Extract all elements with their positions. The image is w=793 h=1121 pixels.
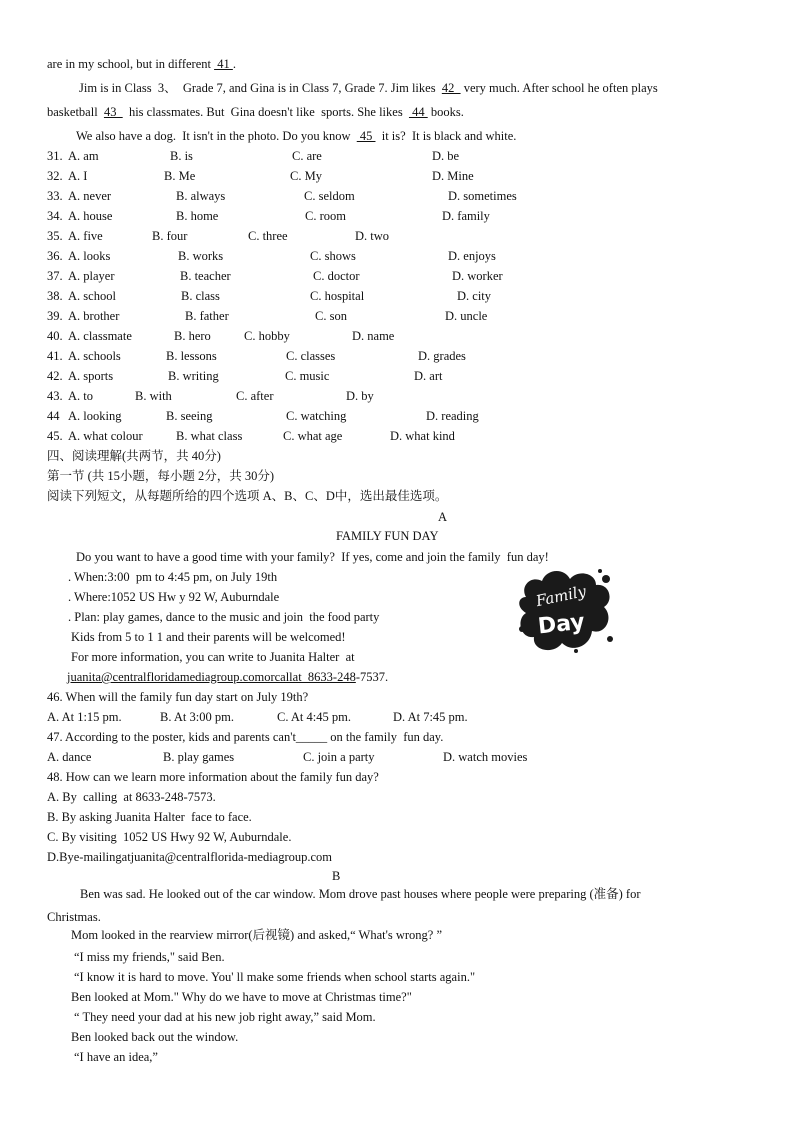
option-b[interactable]: B. Me [164,169,196,183]
question-number: 42. [47,369,63,383]
blank-43: 43 [103,105,123,119]
option-d[interactable]: D. name [352,329,395,343]
q46-option-a[interactable]: A. At 1:15 pm. [47,710,122,724]
option-a[interactable]: A. looking [68,409,122,423]
event-kids: Kids from 5 to 1 1 and their parents will be welcomed! [71,630,346,644]
option-c[interactable]: C. hobby [244,329,290,343]
passage-b-p4: “I know it is hard to move. You' ll make some friends when school starts again." [74,970,476,984]
option-a[interactable]: A. schools [68,349,121,363]
blank-41: 41 [214,57,233,71]
cloze-text: basketball [47,105,104,119]
passage-b-p3: “I miss my friends," said Ben. [74,950,225,964]
option-a[interactable]: A. am [68,149,99,163]
option-d[interactable]: D. what kind [390,429,455,443]
cloze-line-2 [79,80,658,96]
option-b[interactable]: B. lessons [166,349,217,363]
option-a[interactable]: A. sports [68,369,114,383]
cloze-text: his classmates. But Gina doesn't like sports. She likes [122,105,409,119]
option-d[interactable]: D. sometimes [448,189,517,203]
q47-option-c[interactable]: C. join a party [303,750,375,764]
option-b[interactable]: B. with [135,389,172,403]
option-b[interactable]: B. writing [168,369,219,383]
option-c[interactable]: C. music [285,369,330,383]
option-d[interactable]: D. enjoys [448,249,496,263]
cloze-line-4 [76,128,516,144]
event-where: . Where:1052 US Hw y 92 W, Auburndale [68,590,280,604]
section-title: 四、阅读理解(共两节，共 40分) [47,449,221,463]
option-d[interactable]: D. reading [426,409,479,423]
q46-option-d[interactable]: D. At 7:45 pm. [393,710,468,724]
option-c[interactable]: C. three [248,229,288,243]
passage-b-p5: Ben looked at Mom." Why do we have to move at Christmas time?" [71,990,412,1004]
q48-option-d[interactable]: D.Bye-mailingatjuanita@centralflorida-mediagroup.com [47,850,333,864]
family-day-logo-graphic [516,567,614,655]
logo-text-top: Family [534,582,588,611]
option-b[interactable]: B. seeing [166,409,213,423]
option-b[interactable]: B. always [176,189,226,203]
family-day-logo [516,567,614,655]
question-48: 48. How can we learn more information about the family fun day? [47,770,379,784]
option-b[interactable]: B. home [176,209,219,223]
option-c[interactable]: C. watching [286,409,347,423]
cloze-text: Jim is in Class 3、 Grade 7, and Gina is in Class 7, Grade 7. Jim likes [79,81,442,95]
question-46: 46. When will the family fun day start on July 19th? [47,690,309,704]
option-a[interactable]: A. I [68,169,88,183]
question-number: 38. [47,289,63,303]
option-d[interactable]: D. two [355,229,390,243]
q46-option-b[interactable]: B. At 3:00 pm. [160,710,234,724]
option-c[interactable]: C. are [292,149,322,163]
option-a[interactable]: A. looks [68,249,111,263]
question-number: 36. [47,249,63,263]
option-d[interactable]: D. worker [452,269,503,283]
option-d[interactable]: D. by [346,389,374,403]
cloze-text: are in my school, but in different [47,57,215,71]
option-a[interactable]: A. what colour [68,429,143,443]
question-number: 32. [47,169,63,183]
option-b[interactable]: B. what class [176,429,243,443]
option-a[interactable]: A. school [68,289,116,303]
cloze-text: . [232,57,236,71]
question-number: 31. [47,149,63,163]
question-number: 35. [47,229,63,243]
option-c[interactable]: C. after [236,389,274,403]
option-d[interactable]: D. art [414,369,443,383]
blank-45: 45 [356,129,376,143]
option-a[interactable]: A. classmate [68,329,132,343]
event-plan: . Plan: play games, dance to the music and join the food party [68,610,380,624]
blank-42: 42 [441,81,461,95]
option-b[interactable]: B. father [185,309,229,323]
event-when: . When:3:00 pm to 4:45 pm, on July 19th [68,570,278,584]
q47-option-b[interactable]: B. play games [163,750,235,764]
option-d[interactable]: D. family [442,209,490,223]
q47-option-a[interactable]: A. dance [47,750,92,764]
option-b[interactable]: B. teacher [180,269,231,283]
option-c[interactable]: C. seldom [304,189,355,203]
option-a[interactable]: A. brother [68,309,120,323]
q48-option-c[interactable]: C. By visiting 1052 US Hwy 92 W, Auburndale. [47,830,292,844]
option-c[interactable]: C. son [315,309,347,323]
option-a[interactable]: A. never [68,189,112,203]
option-b[interactable]: B. four [152,229,188,243]
option-d[interactable]: D. Mine [432,169,474,183]
option-a[interactable]: A. to [68,389,93,403]
option-d[interactable]: D. grades [418,349,466,363]
question-number: 44 [47,409,60,423]
cloze-text: We also have a dog. It isn't in the photo. Do you know [76,129,357,143]
passage-b-p6: “ They need your dad at his new job right away,” said Mom. [74,1010,376,1024]
question-number: 40. [47,329,63,343]
option-c[interactable]: C. hospital [310,289,365,303]
option-c[interactable]: C. room [305,209,346,223]
option-c[interactable]: C. what age [283,429,343,443]
contact-tail: -7537. [355,670,389,684]
option-b[interactable]: B. works [178,249,224,263]
question-number: 34. [47,209,63,223]
section-part-title: 第一节 (共 15小题，每小题 2分，共 30分) [47,469,275,483]
blank-44: 44 [408,105,428,119]
passage-b-p8: “I have an idea,” [74,1050,158,1064]
option-d[interactable]: D. uncle [445,309,488,323]
section-instruction: 阅读下列短文，从每题所给的四个选项 A、B、C、D中，选出最佳选项。 [47,489,448,503]
passage-a-intro: Do you want to have a good time with your family? If yes, come and join the family fun day! [76,550,549,564]
cloze-text: very much. After school he often plays [460,81,658,95]
q47-option-d[interactable]: D. watch movies [443,750,528,764]
q46-option-c[interactable]: C. At 4:45 pm. [277,710,351,724]
question-number: 39. [47,309,63,323]
option-d[interactable]: D. be [432,149,460,163]
option-d[interactable]: D. city [457,289,492,303]
question-number: 43. [47,389,63,403]
q48-option-b[interactable]: B. By asking Juanita Halter face to face. [47,810,252,824]
cloze-line-1 [47,56,236,72]
q48-option-a[interactable]: A. By calling at 8633-248-7573. [47,790,216,804]
option-c[interactable]: C. My [290,169,322,183]
question-number: 45. [47,429,63,443]
option-b[interactable]: B. class [181,289,220,303]
option-b[interactable]: B. hero [174,329,211,343]
passage-a-title: FAMILY FUN DAY [336,529,439,543]
question-number: 33. [47,189,63,203]
passage-letter-b: B [332,869,341,883]
cloze-line-3 [47,104,464,120]
passage-letter-a: A [438,510,448,524]
cloze-text: books. [427,105,464,119]
contact-link[interactable]: juanita@centralfloridamediagroup.comorcallat 8633-248 [67,670,356,684]
option-c[interactable]: C. classes [286,349,336,363]
option-c[interactable]: C. doctor [313,269,360,283]
option-c[interactable]: C. shows [310,249,356,263]
option-a[interactable]: A. five [68,229,103,243]
event-contact [67,669,388,685]
event-info: For more information, you can write to Juanita Halter at [71,650,355,664]
question-number: 41. [47,349,63,363]
passage-b-p7: Ben looked back out the window. [71,1030,239,1044]
option-a[interactable]: A. player [68,269,115,283]
passage-b-p1: Ben was sad. He looked out of the car window. Mom drove past houses where people were preparing (准备) for [80,887,641,901]
question-47: 47. According to the poster, kids and parents can't_____ on the family fun day. [47,730,444,744]
option-a[interactable]: A. house [68,209,113,223]
passage-b-p2: Mom looked in the rearview mirror(后视镜) and asked,“ What's wrong? ” [71,928,443,942]
passage-b-p1-cont: Christmas. [47,910,101,924]
option-b[interactable]: B. is [170,149,193,163]
question-number: 37. [47,269,63,283]
cloze-text: it is? It is black and white. [375,129,517,143]
logo-text-bottom: Day [536,609,586,640]
